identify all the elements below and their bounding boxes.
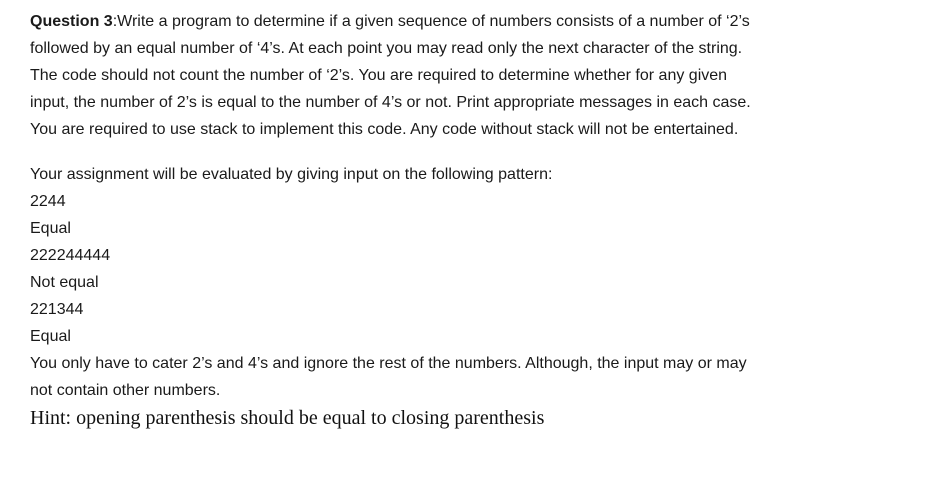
question-paragraph [30, 8, 930, 143]
question-line-1 [30, 8, 930, 35]
evaluation-intro: Your assignment will be evaluated by giving input on the following pattern: [30, 166, 553, 183]
question-text-1: Write a program to determine if a given sequence of numbers consists of a number of ‘2’s [117, 13, 750, 30]
example-input-1: 2244 [30, 193, 66, 210]
note-line-1: You only have to cater 2’s and 4’s and ignore the rest of the numbers. Although, the input may or may [30, 355, 747, 372]
example-output-1: Equal [30, 220, 71, 237]
document [30, 8, 930, 432]
question-line-4: input, the number of 2’s is equal to the number of 4’s or not. Print appropriate messages in each case. [30, 94, 751, 111]
evaluation-section [30, 161, 930, 404]
example-output-2: Not equal [30, 274, 99, 291]
question-line-2: followed by an equal number of ‘4’s. At each point you may read only the next character of the string. [30, 40, 743, 57]
note-line-2: not contain other numbers. [30, 382, 221, 399]
example-input-3: 221344 [30, 301, 84, 318]
question-line-5: You are required to use stack to implement this code. Any code without stack will not be entertained. [30, 121, 739, 138]
example-input-2: 222244444 [30, 247, 111, 264]
paragraph-gap [30, 143, 930, 161]
question-separator: : [112, 13, 118, 30]
example-output-3: Equal [30, 328, 71, 345]
question-line-3: The code should not count the number of ‘2’s. You are required to determine whether for any given [30, 67, 728, 84]
question-label: Question 3 [30, 13, 113, 30]
hint-text: Hint: opening parenthesis should be equal to closing parenthesis [30, 407, 545, 429]
